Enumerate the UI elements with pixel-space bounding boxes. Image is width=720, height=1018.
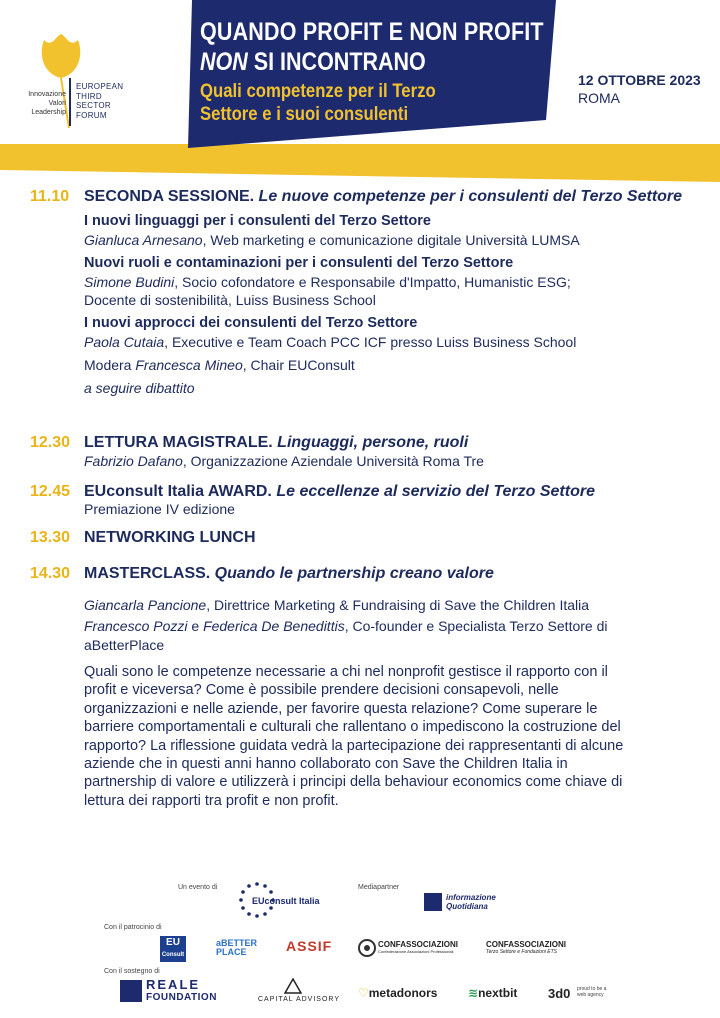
metadonors-logo <box>358 986 437 1000</box>
euconsult-italia-logo: EUconsult Italia <box>252 896 320 906</box>
title-non-word: NON <box>200 48 248 76</box>
session-title-main: MASTERCLASS. <box>84 565 211 582</box>
3d0-tagline: proud to be a web agency <box>577 986 607 998</box>
confass2-name: CONFASSOCIAZIONI <box>486 940 567 949</box>
abetter-b: PLACE <box>216 947 247 957</box>
talk-title: I nuovi linguaggi per i consulenti del Terzo Settore <box>84 213 431 229</box>
confass-sub: Confederazione Associazioni Professionali <box>378 949 454 954</box>
session-title: NETWORKING LUNCH <box>84 529 256 546</box>
speaker-role-continued: Docente di sostenibilità, Luiss Business School <box>84 292 376 308</box>
logo-forum-2: THIRD <box>76 91 102 101</box>
nextbit-mark-icon: ≋ <box>468 986 479 1000</box>
speaker-name: Federica De Benedittis <box>203 618 345 634</box>
confassociazioni-terzo-settore-logo <box>486 940 566 955</box>
title-line2-rest: SI INCONTRANO <box>247 48 426 76</box>
talk-speaker <box>84 597 589 613</box>
session-time: 12.30 <box>30 434 71 451</box>
session-title-main: SECONDA SESSIONE. <box>84 188 255 205</box>
yellow-stripe <box>0 144 720 182</box>
talk-speaker <box>84 453 484 469</box>
logo-forum-4: FORUM <box>76 110 107 120</box>
reale-foundation-icon <box>120 980 142 1002</box>
logo-forum-1: EUROPEAN <box>76 82 124 91</box>
speaker-role: , Direttrice Marketing & Fundraising di Save the Children Italia <box>206 597 590 613</box>
informazione-quotidiana-logo <box>446 893 496 911</box>
abetter-a: aBETTER <box>216 938 258 948</box>
speaker-name: Francesco Pozzi <box>84 618 188 634</box>
speaker-role: , Socio cofondatore e Responsabile d'Impatto, Humanistic ESG; <box>174 274 571 290</box>
event-subtitle-line1: Quali competenze per il Terzo <box>200 81 436 102</box>
nextbit-logo <box>468 986 517 1000</box>
speaker-conjunction: e <box>187 618 204 634</box>
talk-speaker <box>84 334 576 350</box>
session-time: 13.30 <box>30 529 71 546</box>
moderator-name: Francesca Mineo <box>135 357 243 373</box>
confassociazioni-icon <box>358 939 376 957</box>
talk-speaker <box>84 274 571 290</box>
talk-speaker <box>84 618 607 634</box>
event-subtitle-line2: Settore e i suoi consulenti <box>200 104 409 125</box>
reale-a: REALE <box>146 977 201 992</box>
capital-advisory-icon <box>284 978 302 994</box>
logo-values <box>6 90 66 117</box>
masterclass-description: Quali sono le competenze necessarie a chi nel nonprofit gestisce il rapporto con il profit e viceversa? Come è possibile prendere decisioni consapevoli, nelle organizzazioni e nelle aziende, per favorire questa relazione? Come superare le barriere comportamentali e culturali che rallentano o impediscono la costruzione del rapporto? La riflessione guidata vedrà la partecipazione dei rappresentanti di alcune aziende che in questi anni hanno collaborato con Save the Children Italia in partnership di valore e utilizzerà i principi della behaviour economics come chiave di lettura dei rapporti tra profit e non profit. <box>84 664 624 809</box>
eu-top: EU <box>166 937 180 948</box>
session-title <box>84 483 595 501</box>
informazione-quotidiana-icon <box>424 893 442 911</box>
event-place: ROMA <box>578 90 620 106</box>
header-banner <box>0 0 720 186</box>
session-title-italic: Quando le partnership creano valore <box>210 565 494 582</box>
speaker-role: , Organizzazione Aziendale Università Roma Tre <box>182 453 484 469</box>
moderator-prefix: Modera <box>84 357 136 373</box>
speaker-role: , Executive e Team Coach PCC ICF presso Luiss Business School <box>164 334 577 350</box>
speaker-role: , Web marketing e comunicazione digitale Università LUMSA <box>202 232 580 248</box>
logo-value-2: Valori <box>48 100 66 107</box>
capital-advisory-logo: CAPITAL ADVISORY <box>258 996 341 1003</box>
media-a: informazione <box>446 893 496 902</box>
event-title-line1: QUANDO PROFIT E NON PROFIT <box>200 18 544 46</box>
3d0-logo: 3d0 <box>548 986 571 1001</box>
session-title-italic: Le eccellenze al servizio del Terzo Settore <box>271 483 595 500</box>
confassociazioni-logo <box>378 940 458 954</box>
moderator <box>84 357 355 373</box>
speaker-role: , Co-founder e Specialista Terzo Settore di <box>344 618 608 634</box>
speaker-name: Giancarla Pancione <box>84 597 207 613</box>
speaker-name: Paola Cutaia <box>84 334 165 350</box>
speaker-role-continued: aBetterPlace <box>84 637 165 653</box>
media-b: Quotidiana <box>446 902 488 911</box>
talk-speaker <box>84 232 580 248</box>
logo-value-3: Leadership <box>31 109 66 116</box>
event-title-line2 <box>200 48 426 77</box>
reale-b: FOUNDATION <box>146 992 217 1003</box>
session-time: 11.10 <box>30 188 70 205</box>
session-title <box>84 188 682 206</box>
session-title <box>84 565 494 583</box>
session-time: 14.30 <box>30 565 71 582</box>
speaker-name: Simone Budini <box>84 274 175 290</box>
session-title-italic: Le nuove competenze per i consulenti del Terzo Settore <box>254 188 683 205</box>
event-date: 12 OTTOBRE 2023 <box>578 72 701 88</box>
session-title-italic: Linguaggi, persone, ruoli <box>272 434 469 451</box>
follow-note <box>84 380 195 396</box>
speaker-name: Fabrizio Dafano <box>84 453 183 469</box>
moderator-role: , Chair EUConsult <box>242 357 355 373</box>
confass2-sub: Terzo Settore e Fondazioni ETS <box>486 949 557 955</box>
speaker-name: Gianluca Arnesano <box>84 232 203 248</box>
patronage-label: Con il patrocinio di <box>104 924 162 931</box>
session-title <box>84 434 468 452</box>
session-time: 12.45 <box>30 483 71 500</box>
logo-forum-3: SECTOR <box>76 101 111 110</box>
session-title-main: LETTURA MAGISTRALE. <box>84 434 273 451</box>
nextbit-name: nextbit <box>478 986 518 1000</box>
heart-icon: ♡ <box>358 986 369 1000</box>
follow-note-text: a seguire dibattito <box>84 380 195 396</box>
session-title-main: EUconsult Italia AWARD. <box>84 483 272 500</box>
logo-divider <box>69 78 71 126</box>
assif-logo: ASSIF <box>286 938 333 954</box>
reale-foundation-logo <box>146 978 217 1004</box>
talk-title: Nuovi ruoli e contaminazioni per i consulenti del Terzo Settore <box>84 255 514 271</box>
talk-title: I nuovi approcci dei consulenti del Terzo Settore <box>84 315 418 331</box>
mediapartner-label: Mediapartner <box>358 884 400 891</box>
logo-value-1: Innovazione <box>28 91 66 98</box>
confass-name: CONFASSOCIAZIONI <box>378 940 459 949</box>
eu-bottom: Consult <box>161 952 185 958</box>
logo-forum-name <box>76 82 136 120</box>
event-of-label: Un evento di <box>178 884 218 891</box>
session-subtitle: Premiazione IV edizione <box>84 501 235 517</box>
abetterplace-logo <box>216 939 257 957</box>
support-label: Con il sostegno di <box>104 968 160 975</box>
eu-consult-logo <box>160 936 186 962</box>
metadonors-name: metadonors <box>368 986 438 1000</box>
